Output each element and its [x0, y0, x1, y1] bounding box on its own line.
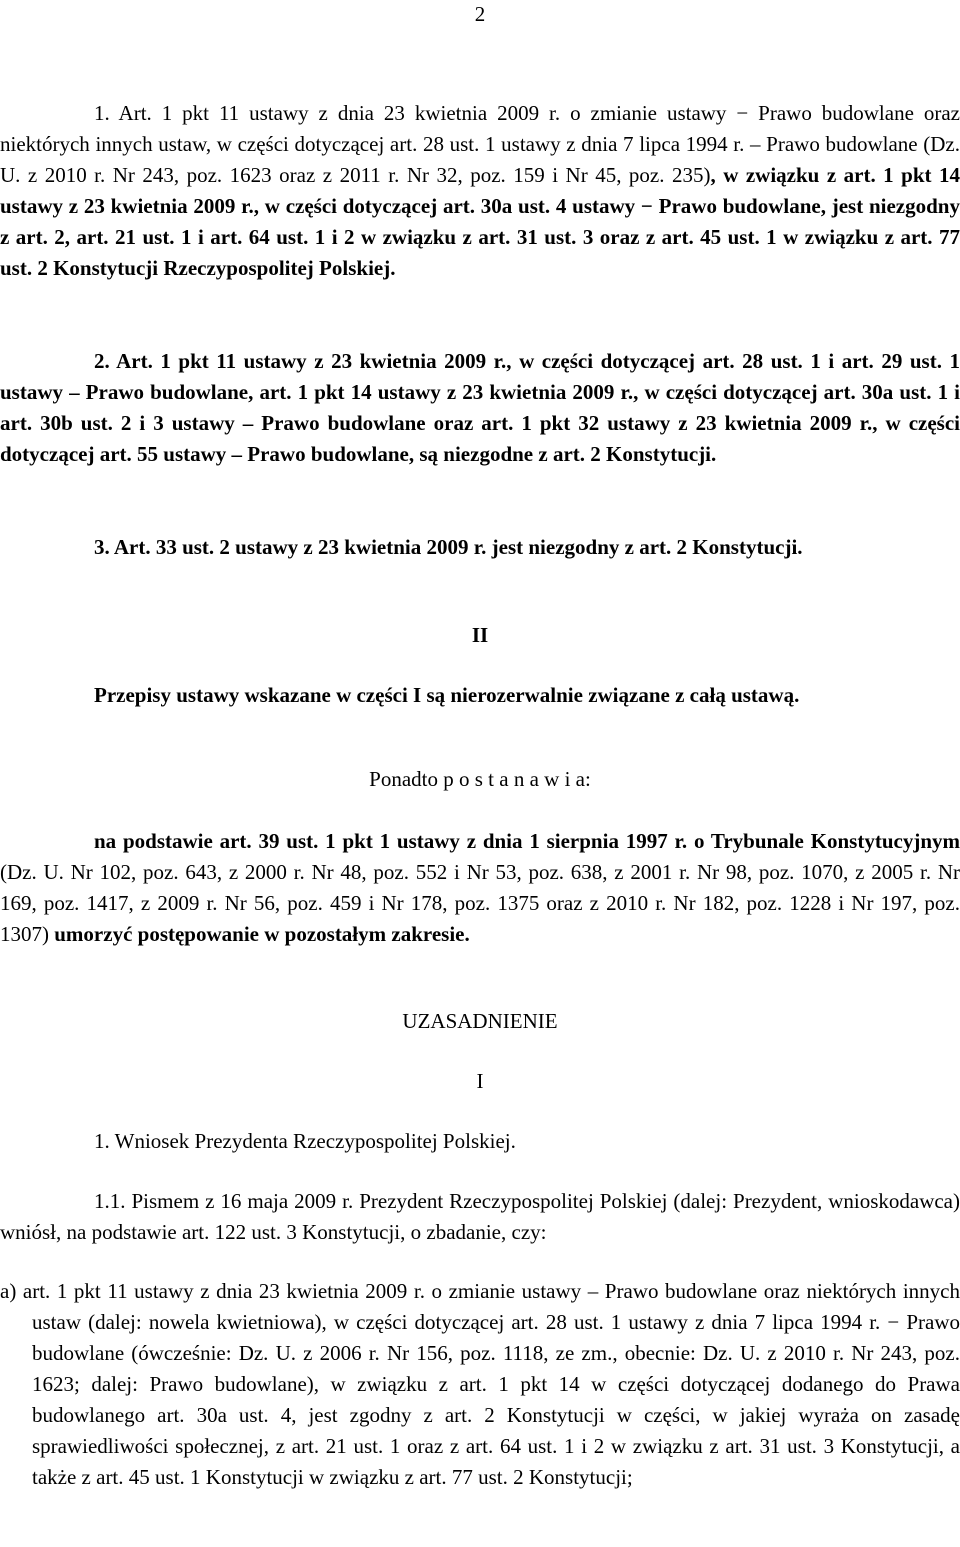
- heading-1: [0, 1126, 960, 1157]
- heading-1-text: 1. Wniosek Prezydenta Rzeczypospolitej Polskiej.: [94, 1129, 516, 1153]
- inseparable-provisions-text: Przepisy ustawy wskazane w części I są nierozerwalnie związane z całą ustawą.: [94, 683, 800, 707]
- ruling-item-3: [0, 532, 960, 563]
- section-heading-ii: II: [471, 623, 489, 647]
- ruling-item-1-rest: , w związku z art. 1 pkt 14 ustawy z 23 kwietnia 2009 r., w części dotyczącej art. 30a ust. 4 ustawy − Prawo budowlane, jest niezgodny z art. 2, art. 21 ust. 1 i art. 64 ust. 1 i 2 w związku z art. 31 ust. 3 oraz z art. 45 ust. 1 w związku z art. 77 ust. 2 Konstytucji Rzeczypospolitej Polskiej.: [0, 163, 960, 280]
- page-number: 2: [474, 2, 486, 26]
- section-heading-i: I: [476, 1069, 484, 1093]
- inseparable-provisions: [0, 680, 960, 711]
- basis-lead: na podstawie art. 39 ust. 1 pkt 1 ustawy z dnia 1 sierpnia 1997 r. o Trybunale Konstytucyjnym: [94, 829, 960, 853]
- discontinuation-basis: [0, 826, 960, 950]
- ruling-item-1-lead: 1. Art. 1 pkt 11 ustawy z dnia 23 kwietnia 2009 r. o zmianie ustawy − Prawo budowlane oraz niektórych innych ustaw, w części dotyczącej art. 28 ust. 1 ustawy z dnia 7 lipca 1994 r. – Prawo budowlane (Dz. U. z 2010 r. Nr 243, poz. 1623 oraz z 2011 r. Nr 32, poz. 159 i Nr 45, poz. 235): [0, 101, 960, 187]
- ruling-item-3-text: 3. Art. 33 ust. 2 ustawy z 23 kwietnia 2009 r. jest niezgodny z art. 2 Konstytucji.: [94, 535, 803, 559]
- list-item-a: [0, 1276, 960, 1493]
- paragraph-1-1: [0, 1186, 960, 1248]
- basis-end: umorzyć postępowanie w pozostałym zakresie.: [54, 922, 470, 946]
- ruling-item-2-text: 2. Art. 1 pkt 11 ustawy z 23 kwietnia 2009 r., w części dotyczącej art. 28 ust. 1 i art. 29 ust. 1 ustawy – Prawo budowlane, art. 1 pkt 14 ustawy z 23 kwietnia 2009 r., w części dotyczącej art. 30a ust. 1 i art. 30b ust. 2 i 3 ustawy – Prawo budowlane oraz art. 1 pkt 32 ustawy z 23 kwietnia 2009 r., w części dotyczącej art. 55 ustawy – Prawo budowlane, są niezgodne z art. 2 Konstytucji.: [0, 349, 960, 466]
- ponadto-postanawia: Ponadto p o s t a n a w i a:: [369, 767, 591, 791]
- list-item-a-text: a) art. 1 pkt 11 ustawy z dnia 23 kwietnia 2009 r. o zmianie ustawy – Prawo budowlane oraz niektórych innych ustaw (dalej: nowela kwietniowa), w części dotyczącej art. 28 ust. 1 ustawy z dnia 7 lipca 1994 r. − Prawo budowlane (ówcześnie: Dz. U. z 2006 r. Nr 156, poz. 1118, ze zm., obecnie: Dz. U. z 2010 r. Nr 243, poz. 1623; dalej: Prawo budowlane), w związku z art. 1 pkt 14 w części dotyczącej dodanego do Prawa budowlanego art. 30a ust. 4, jest zgodny z art. 2 Konstytucji w części, w jakiej wyraża on zasadę sprawiedliwości społecznej, z art. 21 ust. 1 oraz z art. 64 ust. 1 i 2 w związku z art. 31 ust. 3 Konstytucji, a także z art. 45 ust. 1 Konstytucji w związku z art. 77 ust. 2 Konstytucji;: [0, 1279, 960, 1489]
- ruling-item-2: [0, 346, 960, 470]
- basis-middle: (Dz. U. Nr 102, poz. 643, z 2000 r. Nr 48, poz. 552 i Nr 53, poz. 638, z 2001 r. Nr 98, poz. 1070, z 2005 r. Nr 169, poz. 1417, z 2009 r. Nr 56, poz. 459 i Nr 178, poz. 1375 oraz z 2010 r. Nr 182, poz. 1228 i Nr 197, poz. 1307): [0, 860, 960, 946]
- uzasadnienie-heading: UZASADNIENIE: [402, 1009, 558, 1033]
- ruling-item-1: [0, 98, 960, 284]
- paragraph-1-1-text: 1.1. Pismem z 16 maja 2009 r. Prezydent Rzeczypospolitej Polskiej (dalej: Prezydent, wnioskodawca) wniósł, na podstawie art. 122 ust. 3 Konstytucji, o zbadanie, czy:: [0, 1189, 960, 1244]
